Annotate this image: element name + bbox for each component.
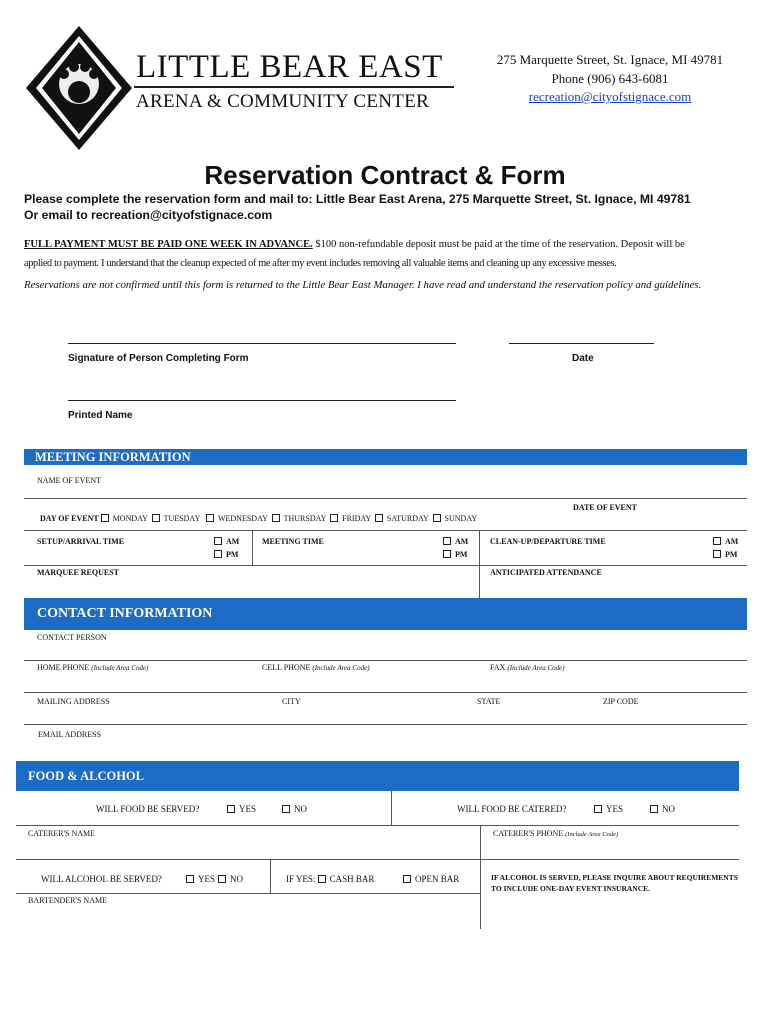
policy-line-1: [24, 239, 685, 250]
date-of-event-label: DATE OF EVENT: [573, 503, 638, 512]
food-heading: FOOD & ALCOHOL: [28, 769, 144, 783]
row-divider: [16, 893, 480, 894]
day-wednesday[interactable]: [206, 514, 268, 523]
instructions-line-2: Or email to recreation@cityofstignace.com: [24, 208, 273, 222]
instructions-line-1: Please complete the reservation form and mail to: Little Bear East Arena, 275 Marquette Street, St. Ignace, MI 49781: [24, 192, 691, 206]
checkbox-icon[interactable]: [330, 514, 338, 522]
food-served-yes[interactable]: [227, 804, 256, 814]
checkbox-icon[interactable]: [318, 875, 326, 883]
contact-section-header: [24, 598, 747, 630]
day-label: SUNDAY: [444, 514, 478, 523]
no-label: NO: [230, 874, 243, 884]
food-catered-yes[interactable]: [594, 804, 623, 814]
checkbox-icon[interactable]: [186, 875, 194, 883]
row-divider: [16, 859, 739, 860]
row-divider: [24, 498, 747, 499]
checkbox-icon[interactable]: [713, 550, 721, 558]
row-divider: [24, 692, 747, 693]
cleanup-time-label: CLEAN-UP/DEPARTURE TIME: [490, 537, 606, 546]
cell-phone-label: [262, 663, 370, 672]
day-label: FRIDAY: [342, 514, 371, 523]
day-of-event-label: DAY OF EVENT: [40, 514, 99, 523]
city-label: CITY: [282, 697, 301, 706]
home-phone-label: [37, 663, 148, 672]
col-divider: [391, 791, 392, 825]
alcohol-yes[interactable]: [186, 874, 215, 884]
day-tuesday[interactable]: [152, 514, 200, 523]
col-divider: [480, 825, 481, 929]
printed-name-line[interactable]: [68, 400, 456, 401]
day-label: THURSDAY: [283, 514, 327, 523]
alcohol-insurance-note: IF ALCOHOL IS SERVED, PLEASE INQUIRE ABOUT REQUIREMENTS TO INCLUDE ONE-DAY EVENT INSURANCE.: [491, 873, 738, 893]
day-saturday[interactable]: [375, 514, 429, 523]
am-label: AM: [455, 537, 469, 546]
marquee-label: MARQUEE REQUEST: [37, 568, 120, 577]
day-label: MONDAY: [112, 514, 148, 523]
alcohol-no[interactable]: [218, 874, 243, 884]
food-catered-label: WILL FOOD BE CATERED?: [457, 804, 567, 814]
alcohol-text: WILL ALCOHOL BE SERVED?: [41, 874, 162, 884]
checkbox-icon[interactable]: [443, 550, 451, 558]
bartender-name-label: BARTENDER'S NAME: [28, 896, 107, 905]
policy-line-2: applied to payment. I understand that the cleanup expected of me after my event includes removing all valuable items and cleaning up any excessive messes.: [24, 258, 617, 269]
date-label: Date: [572, 353, 594, 364]
policy-italic: Reservations are not confirmed until this form is returned to the Little Bear East Manager. I have read and understand the reservation policy and guidelines.: [24, 279, 702, 291]
meeting-time-label: MEETING TIME: [262, 537, 324, 546]
setup-am[interactable]: [214, 537, 239, 546]
org-name-line-1: LITTLE BEAR EAST: [136, 49, 443, 85]
day-monday[interactable]: [101, 514, 148, 523]
am-label: AM: [725, 537, 739, 546]
fax-text: FAX: [490, 663, 506, 672]
cell-phone-text: CELL PHONE: [262, 663, 311, 672]
checkbox-icon[interactable]: [443, 537, 451, 545]
zip-label: ZIP CODE: [603, 697, 639, 706]
food-served-no[interactable]: [282, 804, 307, 814]
caterer-name-label: CATERER'S NAME: [28, 829, 96, 838]
row-divider: [24, 530, 747, 531]
checkbox-icon[interactable]: [272, 514, 280, 522]
caterer-phone-text: CATERER'S PHONE: [493, 829, 564, 838]
name-of-event-label: NAME OF EVENT: [37, 476, 101, 485]
pm-label: PM: [725, 550, 738, 559]
fax-label: [490, 663, 565, 672]
signature-line[interactable]: [68, 343, 456, 344]
yes-label: YES: [606, 804, 624, 814]
cleanup-am[interactable]: [713, 537, 738, 546]
area-code-note: (Include Area Code): [91, 664, 149, 672]
checkbox-icon[interactable]: [594, 805, 602, 813]
checkbox-icon[interactable]: [214, 550, 222, 558]
pm-label: PM: [226, 550, 239, 559]
setup-pm[interactable]: [214, 550, 238, 559]
date-line[interactable]: [509, 343, 654, 344]
org-email-link[interactable]: recreation@cityofstignace.com: [528, 89, 692, 104]
day-of-event-row: [40, 514, 477, 523]
food-section-header: [16, 761, 739, 791]
checkbox-icon[interactable]: [218, 875, 226, 883]
food-catered-no[interactable]: [650, 804, 675, 814]
policy-rest: $100 non-refundable deposit must be paid at the time of the reservation. Deposit will be: [312, 239, 685, 250]
caterer-phone-label: [493, 829, 618, 838]
if-yes-row: [286, 874, 374, 884]
area-code-note: (Include Area Code): [507, 664, 565, 672]
no-label: NO: [662, 804, 675, 814]
col-divider: [270, 859, 271, 893]
meeting-section-header: [24, 449, 747, 465]
org-phone: Phone (906) 643-6081: [551, 71, 669, 86]
logo: [24, 24, 134, 152]
org-name-divider: [134, 86, 454, 88]
cleanup-pm[interactable]: [713, 550, 737, 559]
row-divider: [24, 565, 747, 566]
col-divider: [252, 530, 253, 565]
meeting-pm[interactable]: [443, 550, 467, 559]
food-served-label: WILL FOOD BE SERVED?: [96, 804, 200, 814]
pm-label: PM: [455, 550, 468, 559]
area-code-note: (Include Area Code): [312, 664, 370, 672]
open-bar-option[interactable]: [403, 874, 459, 884]
home-phone-text: HOME PHONE: [37, 663, 90, 672]
open-bar-label: OPEN BAR: [415, 874, 460, 884]
row-divider: [16, 825, 739, 826]
checkbox-icon[interactable]: [214, 537, 222, 545]
no-label: NO: [294, 804, 307, 814]
setup-time-label: SETUP/ARRIVAL TIME: [37, 537, 125, 546]
am-label: AM: [226, 537, 240, 546]
meeting-am[interactable]: [443, 537, 468, 546]
day-label: TUESDAY: [163, 514, 200, 523]
day-label: SATURDAY: [386, 514, 429, 523]
attendance-label: ANTICIPATED ATTENDANCE: [490, 568, 602, 577]
checkbox-icon[interactable]: [713, 537, 721, 545]
day-sunday[interactable]: [433, 514, 478, 523]
checkbox-icon[interactable]: [282, 805, 290, 813]
day-friday[interactable]: [330, 514, 371, 523]
checkbox-icon[interactable]: [101, 514, 109, 522]
checkbox-icon[interactable]: [227, 805, 235, 813]
contact-person-label: CONTACT PERSON: [37, 633, 107, 642]
org-address: 275 Marquette Street, St. Ignace, MI 49781: [496, 52, 724, 67]
printed-name-label: Printed Name: [68, 410, 133, 421]
yes-label: YES: [198, 874, 216, 884]
checkbox-icon[interactable]: [650, 805, 658, 813]
meeting-heading: MEETING INFORMATION: [35, 450, 191, 464]
checkbox-icon[interactable]: [152, 514, 160, 522]
day-thursday[interactable]: [272, 514, 327, 523]
org-name-line-2: ARENA & COMMUNITY CENTER: [136, 91, 430, 112]
cash-bar-label: CASH BAR: [329, 874, 375, 884]
signature-label: Signature of Person Completing Form: [68, 353, 249, 364]
if-yes-label: IF YES:: [286, 874, 316, 884]
checkbox-icon[interactable]: [433, 514, 441, 522]
row-divider: [24, 724, 747, 725]
policy-bold: FULL PAYMENT MUST BE PAID ONE WEEK IN ADVANCE.: [24, 239, 313, 250]
checkbox-icon[interactable]: [375, 514, 383, 522]
contact-heading: CONTACT INFORMATION: [37, 606, 213, 621]
state-label: STATE: [477, 697, 501, 706]
row-divider: [24, 660, 747, 661]
checkbox-icon[interactable]: [403, 875, 411, 883]
mailing-address-label: MAILING ADDRESS: [37, 697, 110, 706]
alcohol-served-label: [41, 874, 162, 884]
email-address-label: EMAIL ADDRESS: [38, 730, 102, 739]
checkbox-icon[interactable]: [206, 514, 214, 522]
day-label: WEDNESDAY: [217, 514, 268, 523]
yes-label: YES: [239, 804, 257, 814]
page-title: Reservation Contract & Form: [204, 160, 566, 190]
area-code-note: (Include Area Code): [565, 831, 619, 838]
